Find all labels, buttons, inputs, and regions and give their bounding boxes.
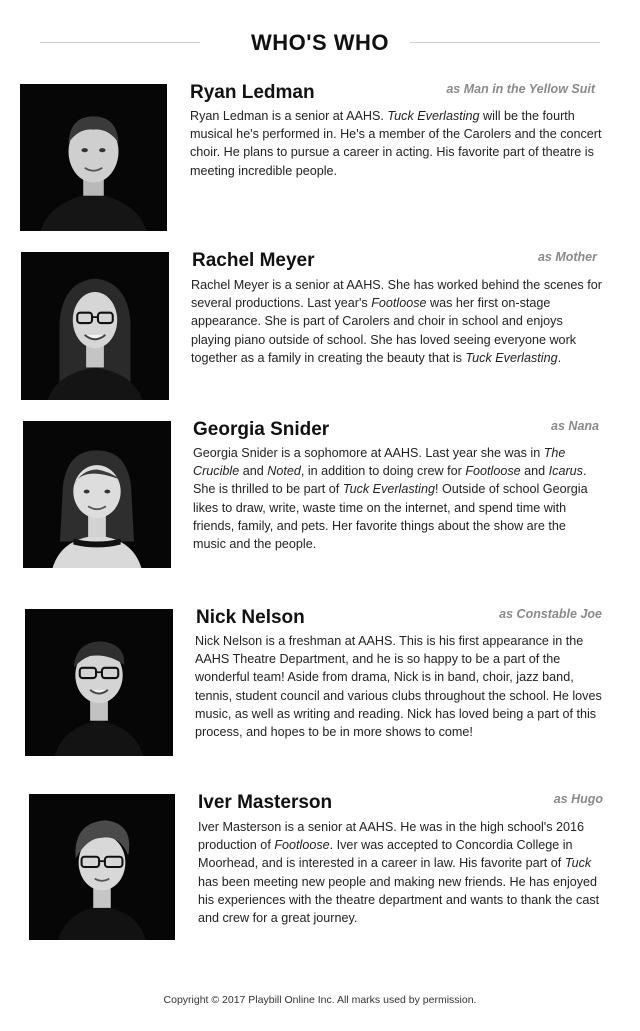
bio-text-run: , in addition to doing crew for [300, 464, 466, 479]
bio-text-run: Rachel Meyer is a senior at AAHS. She has worked behind the scenes for several productions. Last year's [191, 278, 602, 311]
bio-title-italic: Footloose [371, 296, 427, 311]
bio-name: Iver Masterson [198, 792, 333, 813]
bio-text-run: Iver Masterson is a senior at AAHS. He was in the high school's 2016 production of [198, 820, 585, 853]
bio-title-italic: Noted [267, 464, 301, 479]
bio-text-run: will be the fourth musical he's performed in. He's a member of the Carolers and the concert choir. He plans to pursue a career in acting. His favorite part of theatre is meeting incredible people. [190, 109, 602, 178]
bio-text-run: has been meeting new people and making new friends. He has enjoyed his experiences with the theatre department and wants to thank the cast and crew for a great journey. [198, 874, 600, 926]
bio-text [193, 444, 601, 553]
bio-name: Nick Nelson [196, 607, 305, 628]
bio-text-run: was her first on-stage appearance. She is part of Carolers and choir in school and enjoys playing piano outside of school. She has loved seeing everyone work together as a family in creating the beauty that is [191, 296, 577, 365]
headshot-photo [20, 84, 167, 231]
page-title: WHO'S WHO [250, 30, 390, 55]
bio-role: as Mother [537, 250, 597, 264]
bio-text [190, 107, 602, 180]
bio-title-italic: Footloose [274, 838, 330, 853]
bio-text-run: Georgia Snider is a sophomore at AAHS. Last year she was in [193, 446, 544, 460]
bio-text-run: Nick Nelson is a freshman at AAHS. This is his first appearance in the AAHS Theatre Department, and he is so happy to be a part of the wonderful team! Aside from drama, Nick is in band, choir, jazz band, tennis, student council and various clubs throughout the school. He loves music, as well as writing and reading. Nick has loved being a part of this process, and hopes to be in more shows to come! [195, 634, 602, 740]
bio-role: as Nana [551, 419, 599, 433]
bio-text [195, 632, 607, 741]
headshot-photo [29, 794, 175, 940]
bio-name: Georgia Snider [193, 419, 330, 440]
bio-name: Rachel Meyer [192, 250, 315, 271]
bio-role: as Hugo [553, 792, 603, 806]
bio-text-run: . She is thrilled to be part of [193, 464, 587, 497]
bio-title-italic: Tuck [564, 856, 592, 871]
bio-text-run: . Iver was accepted to Concordia College in Moorhead, and is interested in a career in law. His favorite part of [198, 838, 573, 871]
copyright-notice: Copyright © 2017 Playbill Online Inc. All marks used by permission. [163, 994, 477, 1006]
bio-text [198, 818, 608, 927]
bio-role: as Man in the Yellow Suit [446, 82, 595, 96]
bio-text [191, 276, 603, 367]
bio-title-italic: Icarus [548, 464, 583, 479]
headshot-photo [21, 252, 169, 400]
bio-text-run: . [557, 350, 562, 365]
bio-text-run: ! Outside of school Georgia likes to draw, write, waste time on the internet, and spend time with friends, family, and pets. Her favorite things about the show are the music and the people. [193, 482, 588, 552]
bio-title-italic: Tuck Everlasting [387, 109, 480, 123]
bio-name: Ryan Ledman [190, 82, 315, 103]
bio-text-run: Ryan Ledman is a senior at AAHS. [190, 109, 388, 123]
headshot-photo [25, 609, 173, 756]
bio-title-italic: Tuck Everlasting [342, 482, 435, 497]
bio-text-run: and [239, 464, 268, 479]
bio-text-run: and [520, 464, 549, 479]
bio-title-italic: Footloose [465, 464, 521, 479]
headshot-photo [23, 421, 171, 568]
title-rule-right [410, 42, 600, 43]
bio-title-italic: The Crucible [193, 446, 566, 479]
bio-title-italic: Tuck Everlasting [465, 350, 558, 365]
bio-role: as Constable Joe [499, 607, 602, 621]
